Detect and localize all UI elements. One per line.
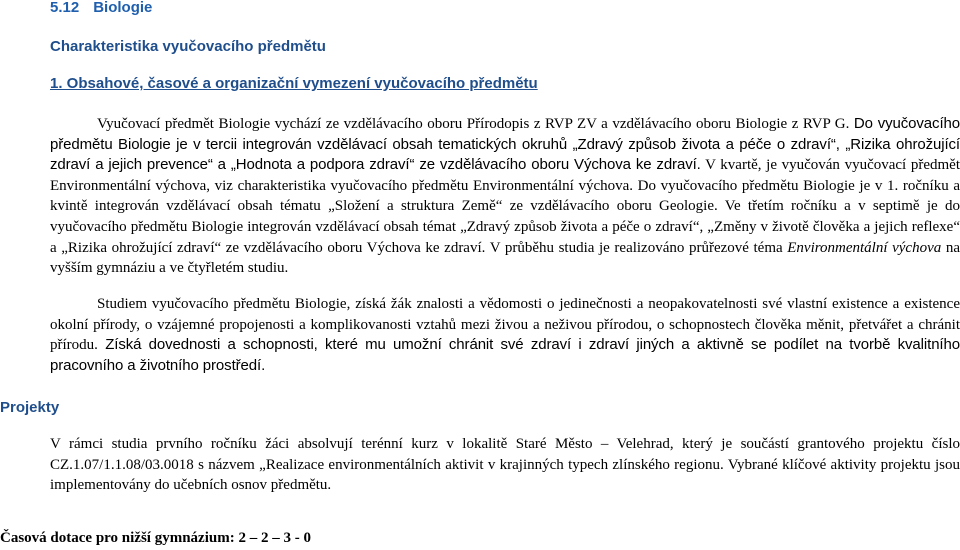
subsection-heading: 1. Obsahové, časové a organizační vymezení vyučovacího předmětu [50,75,538,92]
section-heading [50,0,152,17]
paragraph1-part6: na vyšším gymnáziu a ve čtyřletém studiu. [50,239,960,277]
paragraph-learning-outcomes [50,294,960,376]
paragraph1-part1: Vyučovací předmět Biologie vychází ze vzdělávacího oboru Přírodopis z RVP ZV a vzdělávacího oboru Biologie z RVP G. [97,116,854,132]
paragraph1-italic-topic: Environmentální výchova [787,239,942,256]
paragraph-projects: V rámci studia prvního ročníku žáci absolvují terénní kurz v lokalitě Staré Město – Velehrad, který je součástí grantového projektu číslo CZ.1.07/1.1.08/03.0018 s názvem „Realizace environmentálních aktivit v krajinných typech zlínského regionu. Vybrané klíčové aktivity projektu jsou implementovány do učebních osnov předmětu. [50,436,960,494]
paragraph1-part3: V kvartě, je vyučován vyučovací předmět Environmentální výchova, viz charakteristika vyučovacího předmětu Environmentální výchova. Do vyučovacího předmětu Biologie je v 1. ročníku a kvintě integrován vzdělávací obsah tématu „Složení a struktura Země“ ze vzdělávacího oboru Geologie. [50,157,960,215]
section-title: Biologie [93,0,153,16]
paragraph2-part2: Získá dovednosti a schopnosti, které mu umožní chránit své zdraví i zdraví jiných a aktivně se podílet na tvorbě kvalitního pracovního a životního prostředí. [50,336,960,374]
paragraph2-part1: Studiem vyučovacího předmětu Biologie, získá žák znalosti a vědomosti o jedinečnosti a neopakovatelnosti své vlastní existence a existence okolní přírody, o vzájemné propojenosti a komplikovanosti vztahů mezi živou a neživou přírodou, o schopnostech člověka měnit, přetvářet a chránit přírodu. [50,296,960,354]
paragraph-subject-description [50,114,960,279]
section-number: 5.12 [50,0,80,16]
subject-characteristics-title: Charakteristika vyučovacího předmětu [50,38,326,55]
time-allocation: Časová dotace pro nižší gymnázium: 2 – 2 – 3 - 0 [0,530,311,546]
paragraph1-part4: Ve třetím ročníku a v septimě je do vyučovacího předmětu Biologie integrován vzdělávací obsah témat „Zdravý způsob života a péče o zdraví“, „Změny v životě člověka a jejich reflexe“ a „Rizika ohrožující zdraví“ ze vzdělávacího oboru Výchova ke zdraví. V průběhu studia je realizováno průřezové téma [50,198,960,256]
paragraph1-part2: Do vyučovacího předmětu Biologie je v tercii integrován vzdělávací obsah tematických okruhů „Zdravý způsob života a péče o zdraví“, „Rizika ohrožující zdraví a jejich prevence“ a „Hodnota a podpora zdraví“ ze vzdělávacího oboru Výchova ke zdraví. [50,115,960,174]
projects-heading: Projekty [0,399,60,416]
